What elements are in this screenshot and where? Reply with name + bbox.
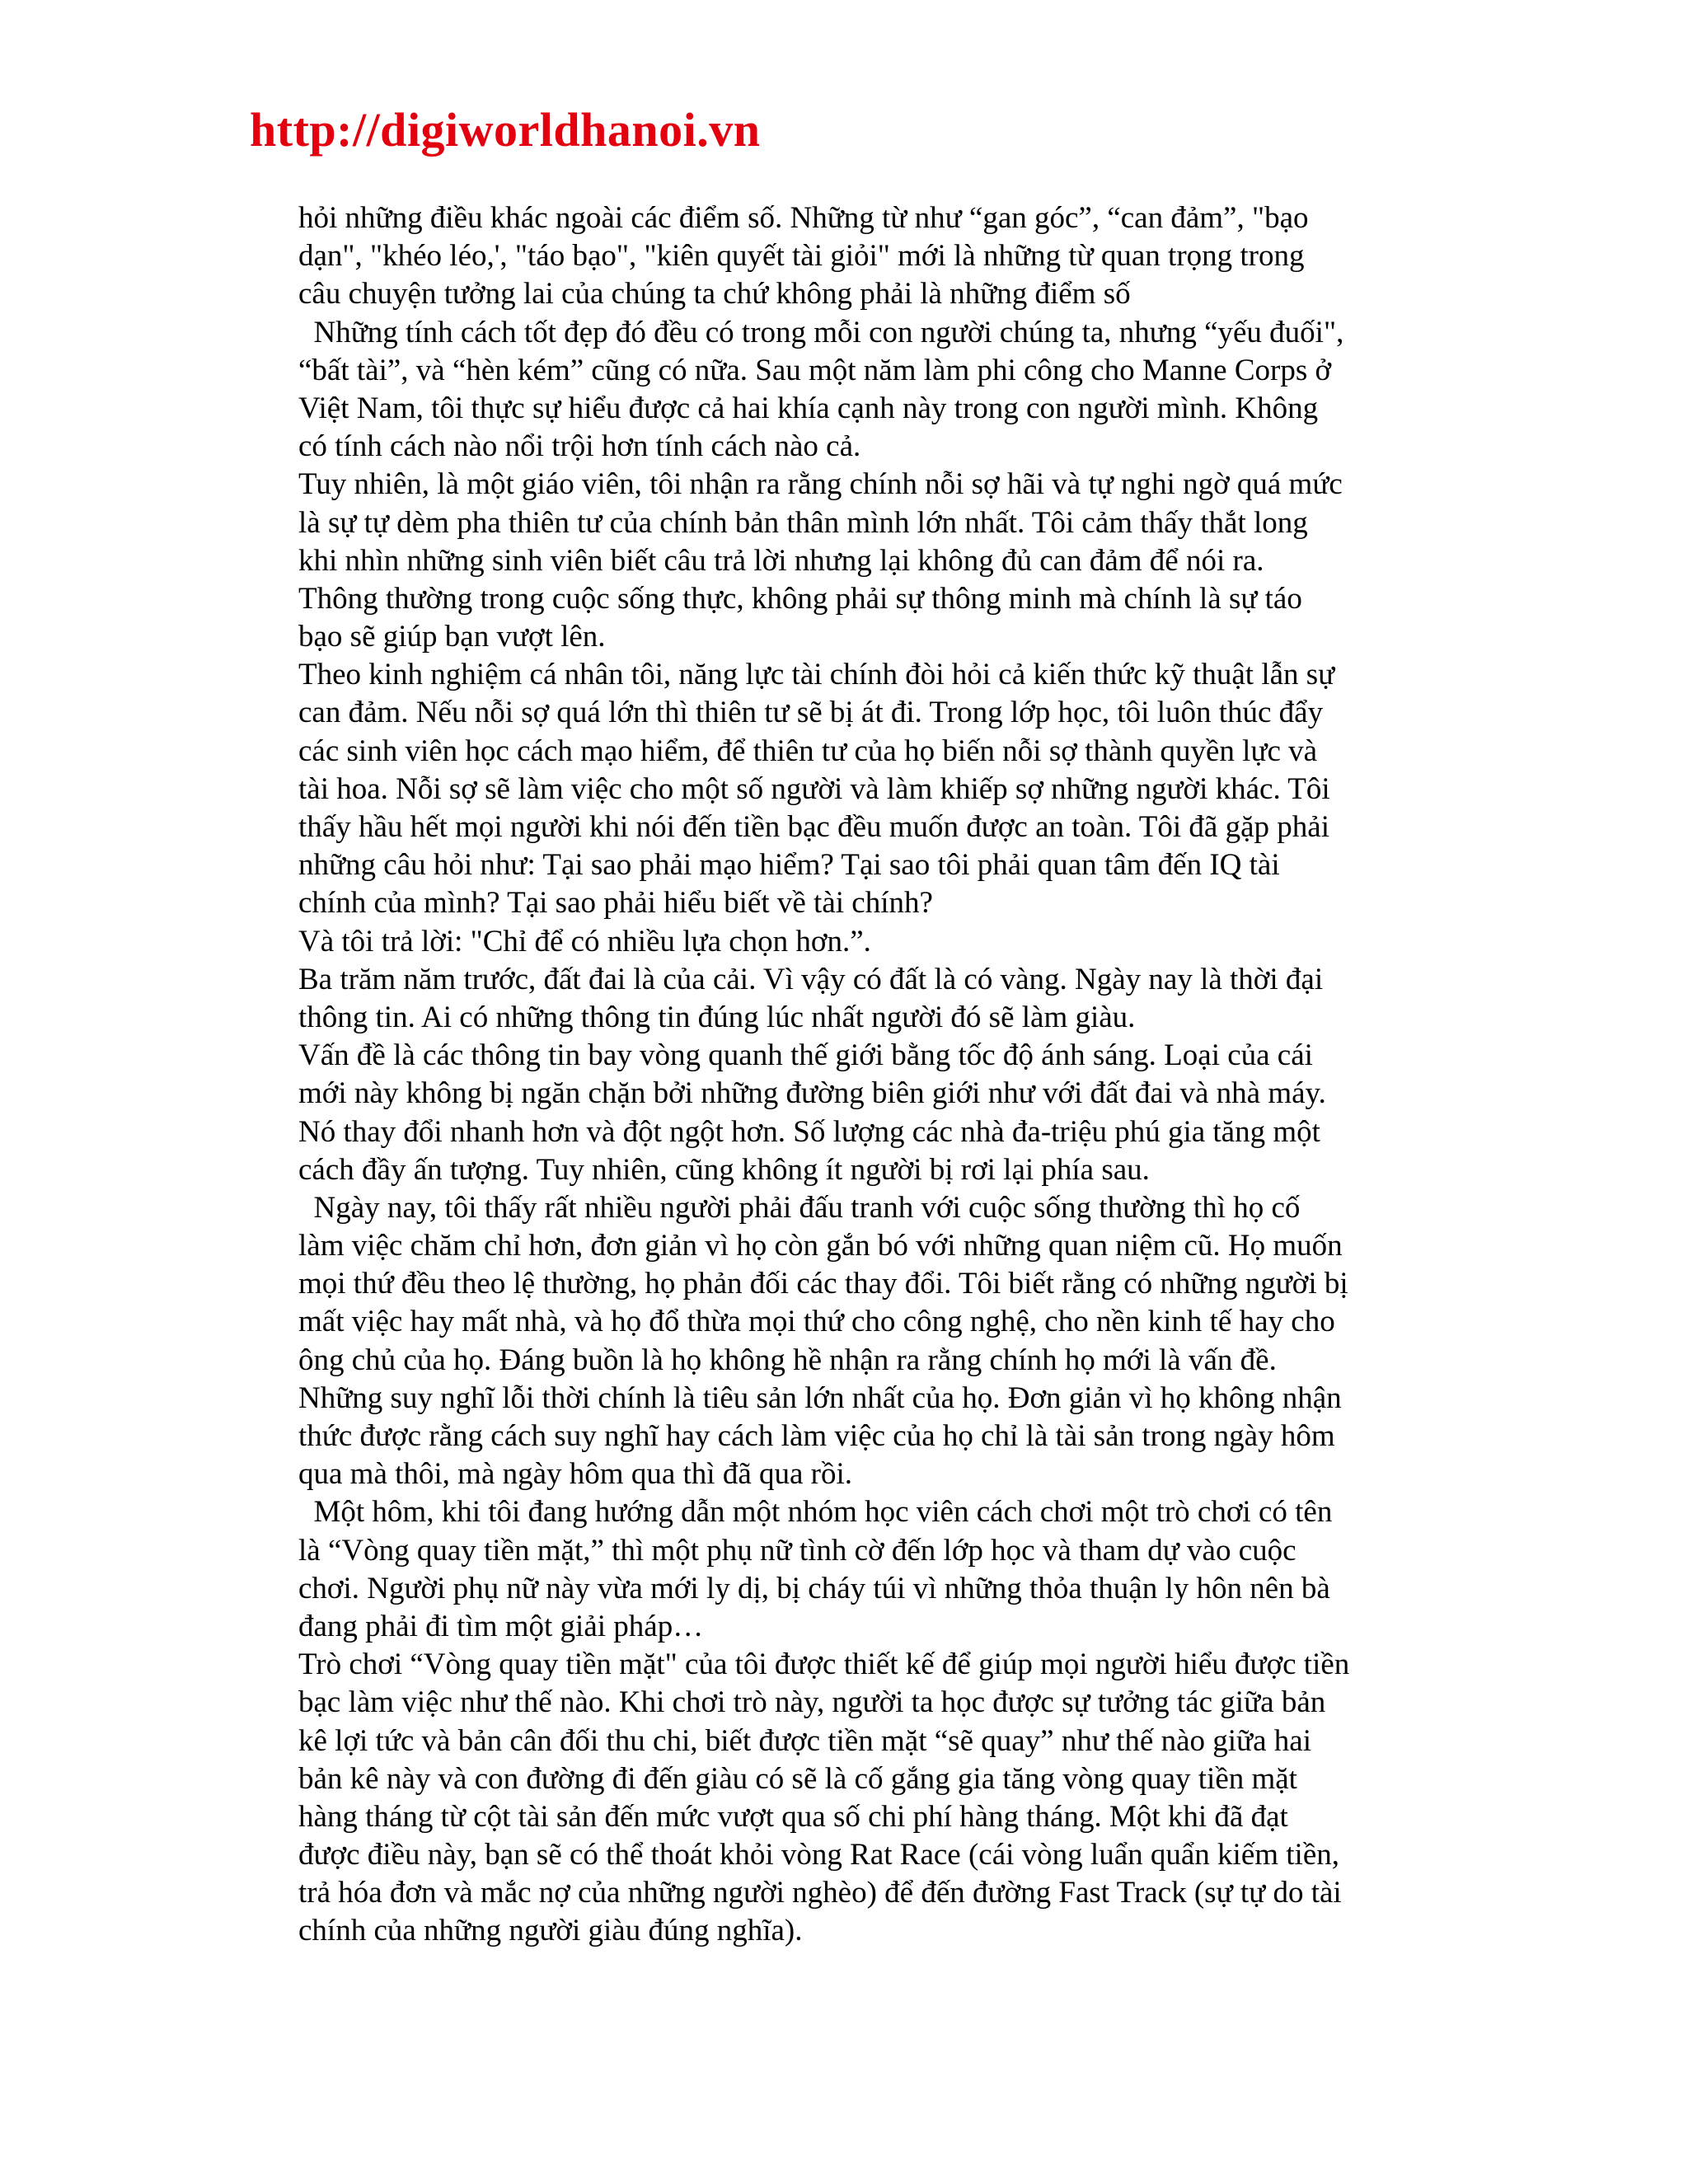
text-line: mọi thứ đều theo lệ thường, họ phản đối các thay đổi. Tôi biết rằng có những người bị xyxy=(298,1267,1348,1301)
text-line: Vấn đề là các thông tin bay vòng quanh thế giới bằng tốc độ ánh sáng. Loại của cái xyxy=(298,1038,1313,1073)
text-line: mất việc hay mất nhà, và họ đổ thừa mọi thứ cho công nghệ, cho nền kinh tế hay cho xyxy=(298,1305,1335,1339)
text-line: Theo kinh nghiệm cá nhân tôi, năng lực tài chính đòi hỏi cả kiến thức kỹ thuật lẫn sự xyxy=(298,658,1335,692)
text-line: hỏi những điều khác ngoài các điểm số. Những từ như “gan góc”, “can đảm”, "bạo xyxy=(298,201,1309,235)
text-line: Những tính cách tốt đẹp đó đều có trong mỗi con người chúng ta, nhưng “yếu đuối", xyxy=(298,315,1344,349)
text-line: những câu hỏi như: Tại sao phải mạo hiểm? Tại sao tôi phải quan tâm đến IQ tài xyxy=(298,848,1280,883)
text-line: khi nhìn những sinh viên biết câu trả lời nhưng lại không đủ can đảm để nói ra. xyxy=(298,543,1264,578)
text-line: chính của mình? Tại sao phải hiểu biết về tài chính? xyxy=(298,886,933,921)
text-line: thông tin. Ai có những thông tin đúng lúc nhất người đó sẽ làm giàu. xyxy=(298,1000,1136,1034)
text-line: câu chuyện tưởng lai của chúng ta chứ không phải là những điểm số xyxy=(298,277,1131,312)
text-line: Ba trăm năm trước, đất đai là của cải. Vì vậy có đất là có vàng. Ngày nay là thời đại xyxy=(298,962,1324,996)
text-line: có tính cách nào nổi trội hơn tính cách nào cả. xyxy=(298,429,861,464)
text-line: Nó thay đổi nhanh hơn và đột ngột hơn. Số lượng các nhà đa-triệu phú gia tăng một xyxy=(298,1114,1320,1149)
text-line: bản kê này và con đường đi đến giàu có sẽ là cố gắng gia tăng vòng quay tiền mặt xyxy=(298,1761,1297,1796)
text-line: qua mà thôi, mà ngày hôm qua thì đã qua rồi. xyxy=(298,1457,853,1492)
text-line: chính của những người giàu đúng nghĩa). xyxy=(298,1914,803,1948)
text-line: can đảm. Nếu nỗi sợ quá lớn thì thiên tư sẽ bị át đi. Trong lớp học, tôi luôn thúc đẩy xyxy=(298,696,1324,730)
text-line: hàng tháng từ cột tài sản đến mức vượt qua số chi phí hàng tháng. Một khi đã đạt xyxy=(298,1799,1288,1834)
body-text xyxy=(298,199,1444,1951)
text-line: bạc làm việc như thế nào. Khi chơi trò này, người ta học được sự tưởng tác giữa bản xyxy=(298,1685,1326,1720)
text-line: là “Vòng quay tiền mặt,” thì một phụ nữ tình cờ đến lớp học và tham dự vào cuộc xyxy=(298,1533,1296,1568)
text-line: ông chủ của họ. Đáng buồn là họ không hề nhận ra rằng chính họ mới là vấn đề. xyxy=(298,1343,1277,1377)
text-line: đang phải đi tìm một giải pháp… xyxy=(298,1609,704,1643)
text-line: “bất tài”, và “hèn kém” cũng có nữa. Sau một năm làm phi công cho Manne Corps ở xyxy=(298,353,1332,387)
text-line: chơi. Người phụ nữ này vừa mới ly dị, bị cháy túi vì những thỏa thuận ly hôn nên bà xyxy=(298,1571,1330,1605)
text-line: Một hôm, khi tôi đang hướng dẫn một nhóm học viên cách chơi một trò chơi có tên xyxy=(298,1495,1333,1530)
text-line: Tuy nhiên, là một giáo viên, tôi nhận ra rằng chính nỗi sợ hãi và tự nghi ngờ quá mức xyxy=(298,467,1343,502)
text-line: tài hoa. Nỗi sợ sẽ làm việc cho một số người và làm khiếp sợ những người khác. Tôi xyxy=(298,771,1330,806)
text-line: mới này không bị ngăn chặn bởi những đường biên giới như với đất đai và nhà máy. xyxy=(298,1076,1326,1111)
site-link-header[interactable]: http://digiworldhanoi.vn xyxy=(250,103,761,157)
text-line: trả hóa đơn và mắc nợ của những người nghèo) để đến đường Fast Track (sự tự do tài xyxy=(298,1876,1342,1910)
text-line: cách đầy ấn tượng. Tuy nhiên, cũng không ít người bị rơi lại phía sau. xyxy=(298,1152,1150,1187)
text-line: Ngày nay, tôi thấy rất nhiều người phải đấu tranh với cuộc sống thường thì họ cố xyxy=(298,1190,1301,1225)
text-line: Và tôi trả lời: "Chỉ để có nhiều lựa chọn hơn.”. xyxy=(298,924,871,958)
text-line: là sự tự dèm pha thiên tư của chính bản thân mình lớn nhất. Tôi cảm thấy thắt long xyxy=(298,505,1308,540)
text-line: bạo sẽ giúp bạn vượt lên. xyxy=(298,620,606,654)
text-line: kê lợi tức và bản cân đối thu chi, biết được tiền mặt “sẽ quay” như thế nào giữa hai xyxy=(298,1723,1311,1758)
text-line: Thông thường trong cuộc sống thực, không phải sự thông minh mà chính là sự táo xyxy=(298,581,1302,616)
text-line: thức được rằng cách suy nghĩ hay cách làm việc của họ chỉ là tài sản trong ngày hôm xyxy=(298,1419,1335,1453)
text-line: Những suy nghĩ lỗi thời chính là tiêu sản lớn nhất của họ. Đơn giản vì họ không nhận xyxy=(298,1380,1342,1415)
text-line: Việt Nam, tôi thực sự hiểu được cả hai khía cạnh này trong con người mình. Không xyxy=(298,391,1319,425)
text-line: dạn", "khéo léo,', "táo bạo", "kiên quyết tài giỏi" mới là những từ quan trọng trong xyxy=(298,239,1305,274)
text-line: Trò chơi “Vòng quay tiền mặt" của tôi được thiết kế để giúp mọi người hiểu được tiền xyxy=(298,1647,1350,1682)
text-line: thấy hầu hết mọi người khi nói đến tiền bạc đều muốn được an toàn. Tôi đã gặp phải xyxy=(298,810,1329,844)
text-line: được điều này, bạn sẽ có thể thoát khỏi vòng Rat Race (cái vòng luẩn quẩn kiếm tiền, xyxy=(298,1838,1340,1872)
text-line: làm việc chăm chỉ hơn, đơn giản vì họ còn gắn bó với những quan niệm cũ. Họ muốn xyxy=(298,1229,1343,1263)
text-line: các sinh viên học cách mạo hiểm, để thiên tư của họ biến nỗi sợ thành quyền lực và xyxy=(298,733,1318,768)
